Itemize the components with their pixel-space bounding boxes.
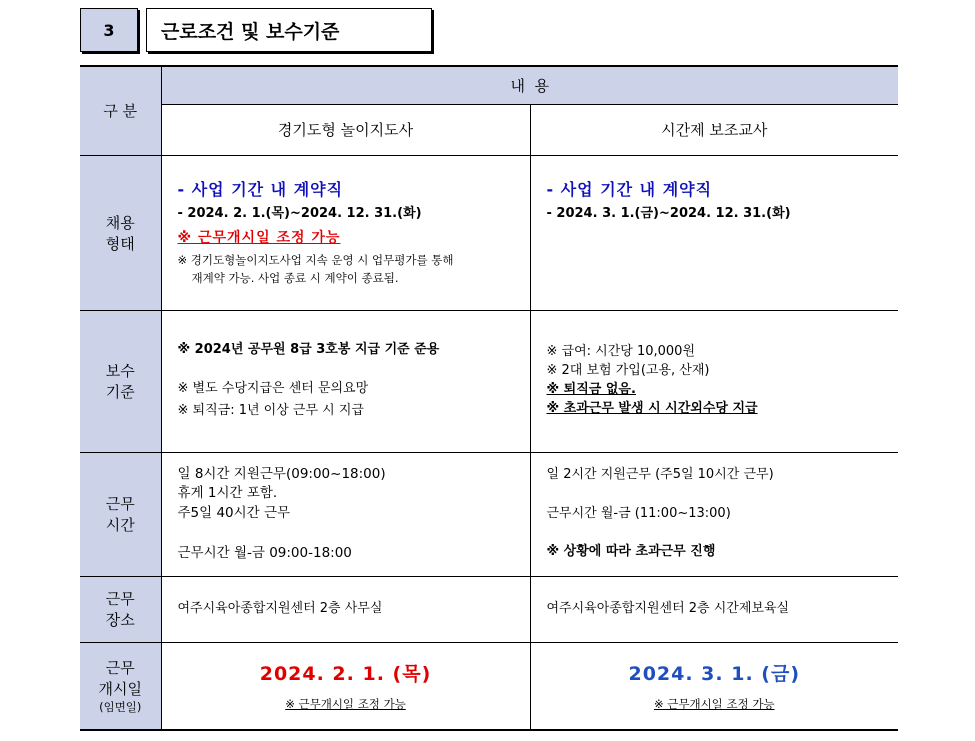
row-label-hours: 근무 시간 [80, 452, 161, 576]
hours-col1 [161, 452, 530, 576]
employment-col1 [161, 155, 530, 310]
section-title: 근로조건 및 보수기준 [146, 8, 432, 52]
row-label-pay: 보수 기준 [80, 310, 161, 452]
hours-col2 [530, 452, 898, 576]
pay-line-3: ※ 퇴직금: 1년 이상 근무 시 지급 [177, 403, 364, 419]
contract-type: - 사업 기간 내 계약직 [546, 179, 713, 199]
start-date-note: ※ 근무개시일 조정 가능 [285, 697, 406, 712]
hours-line-3: ※ 상황에 따라 초과근무 진행 [546, 544, 716, 560]
contract-period: - 2024. 3. 1.(금)~2024. 12. 31.(화) [546, 205, 791, 221]
row-label-start: 근무 개시일 (임면일) [80, 642, 161, 730]
renewal-note-1: ※ 경기도형놀이지도사업 지속 운영 시 업무평가를 통해 [177, 252, 454, 267]
col1-header: 경기도형 놀이지도사 [161, 104, 530, 155]
start-col1 [161, 642, 530, 730]
hours-line-2: 근무시간 월-금 (11:00~13:00) [546, 505, 731, 521]
category-header: 구 분 [80, 66, 161, 155]
row-label-employment: 채용 형태 [80, 155, 161, 310]
start-date: 2024. 2. 1. (목) [259, 663, 432, 686]
pay-line-2: ※ 2대 보험 가입(고용, 산재) [546, 363, 710, 379]
start-adjust-note: ※ 근무개시일 조정 가능 [177, 229, 341, 246]
place-col2: 여주시육아종합지원센터 2층 시간제보육실 [530, 576, 898, 642]
place-col1: 여주시육아종합지원센터 2층 사무실 [161, 576, 530, 642]
renewal-note-2: 재계약 가능. 사업 종료 시 계약이 종료됨. [191, 270, 399, 285]
hours-line-1: 일 2시간 지원근무 (주5일 10시간 근무) [546, 466, 774, 482]
row-label-place: 근무 장소 [80, 576, 161, 642]
pay-line-1: ※ 급여: 시간당 10,000원 [546, 344, 696, 360]
hours-line-1: 일 8시간 지원근무(09:00~18:00) [177, 465, 386, 482]
pay-line-4: ※ 초과근무 발생 시 시간외수당 지급 [546, 400, 758, 416]
hours-line-2: 휴게 1시간 포함. [177, 485, 278, 502]
start-col2 [530, 642, 898, 730]
conditions-table [80, 65, 898, 731]
pay-line-2: ※ 별도 수당지급은 센터 문의요망 [177, 380, 369, 396]
col2-header: 시간제 보조교사 [530, 104, 898, 155]
contract-type: - 사업 기간 내 계약직 [177, 179, 344, 199]
content-header: 내 용 [161, 66, 898, 104]
section-number: 3 [80, 8, 138, 52]
pay-line-3: ※ 퇴직금 없음. [546, 382, 636, 397]
employment-col2 [530, 155, 898, 310]
hours-line-3: 주5일 40시간 근무 [177, 505, 291, 521]
start-date-note: ※ 근무개시일 조정 가능 [653, 697, 775, 712]
hours-line-4: 근무시간 월-금 09:00-18:00 [177, 544, 352, 561]
contract-period: - 2024. 2. 1.(목)~2024. 12. 31.(화) [177, 205, 422, 221]
pay-line-1: ※ 2024년 공무원 8급 3호봉 지급 기준 준용 [177, 341, 440, 357]
start-date: 2024. 3. 1. (금) [628, 663, 801, 686]
pay-col1 [161, 310, 530, 452]
pay-col2 [530, 310, 898, 452]
